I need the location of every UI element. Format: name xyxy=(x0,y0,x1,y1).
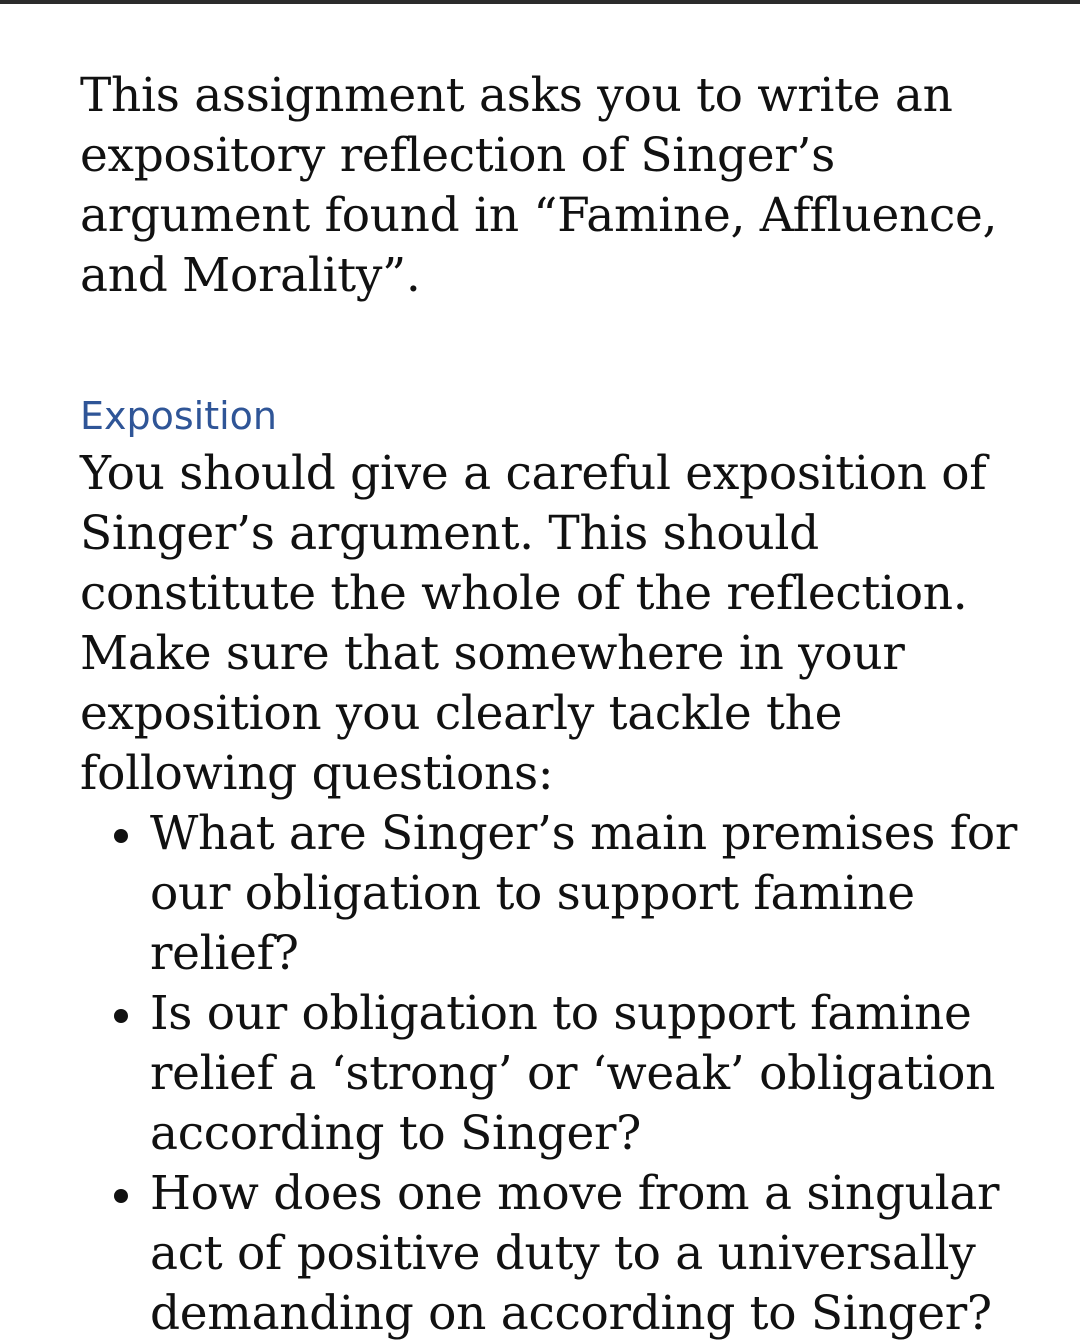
bullet-icon xyxy=(114,829,128,843)
exposition-paragraph: You should give a careful exposition of Singer’s argument. This should constitute the whole of the reflection. Make sure that somewhere in your exposition you clearly tackle the following questions: xyxy=(80,446,987,801)
bullet-icon xyxy=(114,1189,128,1203)
document-body xyxy=(80,66,1020,1344)
list-item-text: How does one move from a singular act of positive duty to a universally demanding on according to Singer? xyxy=(150,1166,1000,1341)
top-divider xyxy=(0,0,1080,4)
intro-paragraph: This assignment asks you to write an expository reflection of Singer’s argument found in “Famine, Affluence, and Morality”. xyxy=(80,68,998,303)
question-list xyxy=(80,804,1020,1344)
section-heading-exposition: Exposition xyxy=(80,394,278,438)
list-item xyxy=(150,984,1020,1164)
list-item-text: Is our obligation to support famine relief a ‘strong’ or ‘weak’ obligation according to Singer? xyxy=(150,986,996,1161)
list-item xyxy=(150,1164,1020,1344)
list-item-text: What are Singer’s main premises for our obligation to support famine relief? xyxy=(150,806,1017,981)
bullet-icon xyxy=(114,1009,128,1023)
list-item xyxy=(150,804,1020,984)
